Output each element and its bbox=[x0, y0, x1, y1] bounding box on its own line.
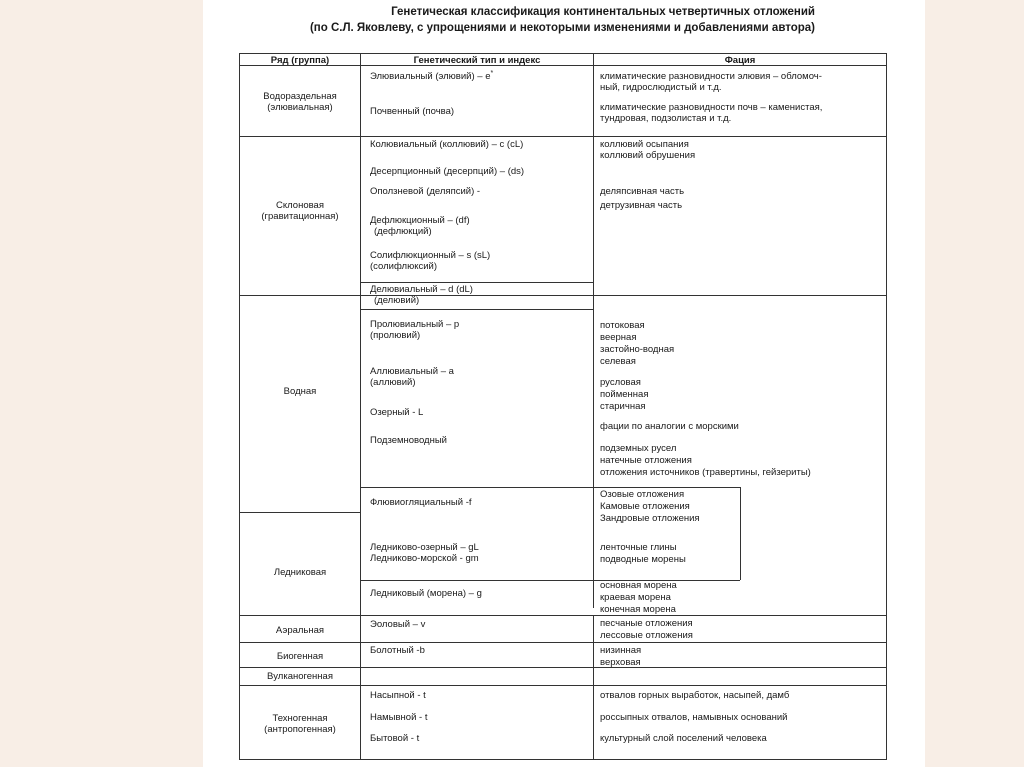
type-deluvial-sub: (делювий) bbox=[374, 295, 420, 306]
type-moraine: Ледниковый (морена) – g bbox=[370, 588, 482, 599]
facies-delapsive: деляпсивная часть bbox=[600, 186, 685, 197]
header-facies: Фация bbox=[724, 55, 756, 66]
table-rule bbox=[239, 295, 887, 296]
type-deflux: Дефлюкционный – (df) bbox=[370, 215, 470, 226]
group-watershed-sub: (элювиальная) bbox=[267, 102, 333, 113]
type-alluvial-sub: (аллювий) bbox=[370, 377, 416, 388]
facies-alluvial-fill: россыпных отвалов, намывных оснований bbox=[600, 712, 788, 723]
table-divider bbox=[593, 615, 594, 760]
table-rule bbox=[239, 642, 887, 643]
facies-eluvium: ный, гидрослюдистый и т.д. bbox=[600, 82, 722, 93]
document-page bbox=[203, 0, 925, 767]
type-underground: Подземноводный bbox=[370, 435, 447, 446]
type-deserptional: Десерпционный (десерпций) – (ds) bbox=[370, 166, 525, 177]
facies-eluvium: климатические разновидности элювия – обломоч- bbox=[600, 71, 822, 82]
group-biogenic: Биогенная bbox=[276, 651, 324, 662]
table-divider bbox=[360, 53, 361, 760]
facies-swamp: низинная bbox=[600, 645, 642, 656]
table-rule bbox=[360, 309, 593, 310]
document-title: Генетическая классификация континентальных четвертичных отложений bbox=[391, 6, 815, 18]
facies-fluvio: Камовые отложения bbox=[600, 501, 690, 512]
table-rule bbox=[239, 615, 887, 616]
group-watershed: Водораздельная bbox=[263, 91, 337, 102]
group-slope: Склоновая bbox=[276, 200, 324, 211]
facies-alluvial: русловая bbox=[600, 377, 641, 388]
type-bulk: Насыпной - t bbox=[370, 690, 426, 701]
header-group: Ряд (группа) bbox=[270, 55, 330, 66]
facies-proluvial: потоковая bbox=[600, 320, 645, 331]
header-genetic-type: Генетический тип и индекс bbox=[413, 55, 541, 66]
table-divider bbox=[740, 487, 741, 580]
facies-aeolian: песчаные отложения bbox=[600, 618, 693, 629]
facies-alluvial: старичная bbox=[600, 401, 646, 412]
facies-fluvio: Озовые отложения bbox=[600, 489, 685, 500]
group-technogenic: Техногенная bbox=[272, 713, 328, 724]
facies-proluvial: застойно-водная bbox=[600, 344, 675, 355]
facies-bulk: отвалов горных выработок, насыпей, дамб bbox=[600, 690, 790, 701]
facies-aeolian: лессовые отложения bbox=[600, 630, 693, 641]
type-alluvial: Аллювиальный – a bbox=[370, 366, 454, 377]
group-glacial: Ледниковая bbox=[273, 567, 327, 578]
group-aerial: Аэральная bbox=[275, 625, 325, 636]
facies-lake: фации по аналогии с морскими bbox=[600, 421, 739, 432]
facies-colluvium: коллювий обрушения bbox=[600, 150, 696, 161]
type-swamp: Болотный -b bbox=[370, 645, 425, 656]
facies-moraine: конечная морена bbox=[600, 604, 676, 615]
facies-moraine: краевая морена bbox=[600, 592, 671, 603]
table-rule bbox=[239, 136, 887, 137]
group-technogenic-sub: (антропогенная) bbox=[264, 724, 336, 735]
group-volcanic: Вулканогенная bbox=[267, 671, 333, 682]
type-soil: Почвенный (почва) bbox=[370, 106, 455, 117]
table-rule bbox=[239, 685, 887, 686]
type-glaciomarine: Ледниково-морской - gm bbox=[370, 553, 479, 564]
type-glaciolacustrine: Ледниково-озерный – gL bbox=[370, 542, 479, 553]
type-solifluct-sub: (солифлюксий) bbox=[370, 261, 438, 272]
facies-swamp: верховая bbox=[600, 657, 641, 668]
facies-household: культурный слой поселений человека bbox=[600, 733, 767, 744]
type-colluvial: Колювиальный (коллювий) – c (cL) bbox=[370, 139, 524, 150]
type-deflux-sub: (дефлюкций) bbox=[374, 226, 432, 237]
facies-alluvial: пойменная bbox=[600, 389, 649, 400]
group-water: Водная bbox=[283, 386, 317, 397]
type-household: Бытовой - t bbox=[370, 733, 420, 744]
facies-delapsive: детрузивная часть bbox=[600, 200, 683, 211]
table-rule bbox=[360, 487, 740, 488]
facies-soil: климатические разновидности почв – каменистая, bbox=[600, 102, 823, 113]
group-slope-sub: (гравитационная) bbox=[261, 211, 339, 222]
type-proluvial-sub: (пролювий) bbox=[370, 330, 421, 341]
facies-underground: подземных русел bbox=[600, 443, 677, 454]
facies-moraine: основная морена bbox=[600, 580, 677, 591]
table-rule bbox=[360, 580, 593, 581]
type-fluvioglacial: Флювиогляциальный -f bbox=[370, 497, 472, 508]
facies-proluvial: селевая bbox=[600, 356, 636, 367]
type-eluvial: Элювиальный (элювий) – e* bbox=[370, 70, 494, 83]
type-landslide: Оползневой (деляпсий) - bbox=[370, 186, 481, 197]
type-solifluct: Солифлюкционный – s (sL) bbox=[370, 250, 491, 261]
document-subtitle: (по С.Л. Яковлеву, с упрощениями и некоторыми изменениями и добавлениями автора) bbox=[309, 22, 815, 34]
facies-underground: натечные отложения bbox=[600, 455, 692, 466]
type-lacustrine: Озерный - L bbox=[370, 407, 424, 418]
type-deluvial: Делювиальный – d (dL) bbox=[370, 284, 473, 295]
type-alluvial-fill: Намывной - t bbox=[370, 712, 428, 723]
facies-fluvio: Зандровые отложения bbox=[600, 513, 700, 524]
facies-colluvium: коллювий осыпания bbox=[600, 139, 689, 150]
table-rule bbox=[239, 667, 887, 668]
facies-soil: тундровая, подзолистая и т.д. bbox=[600, 113, 732, 124]
type-proluvial: Пролювиальный – p bbox=[370, 319, 460, 330]
type-aeolian: Эоловый – v bbox=[370, 619, 426, 630]
facies-glaciolake: подводные морены bbox=[600, 554, 686, 565]
table-rule bbox=[360, 282, 593, 283]
facies-proluvial: веерная bbox=[600, 332, 637, 343]
table-rule bbox=[239, 512, 360, 513]
facies-glaciolake: ленточные глины bbox=[600, 542, 677, 553]
facies-underground: отложения источников (травертины, гейзериты) bbox=[600, 467, 811, 478]
